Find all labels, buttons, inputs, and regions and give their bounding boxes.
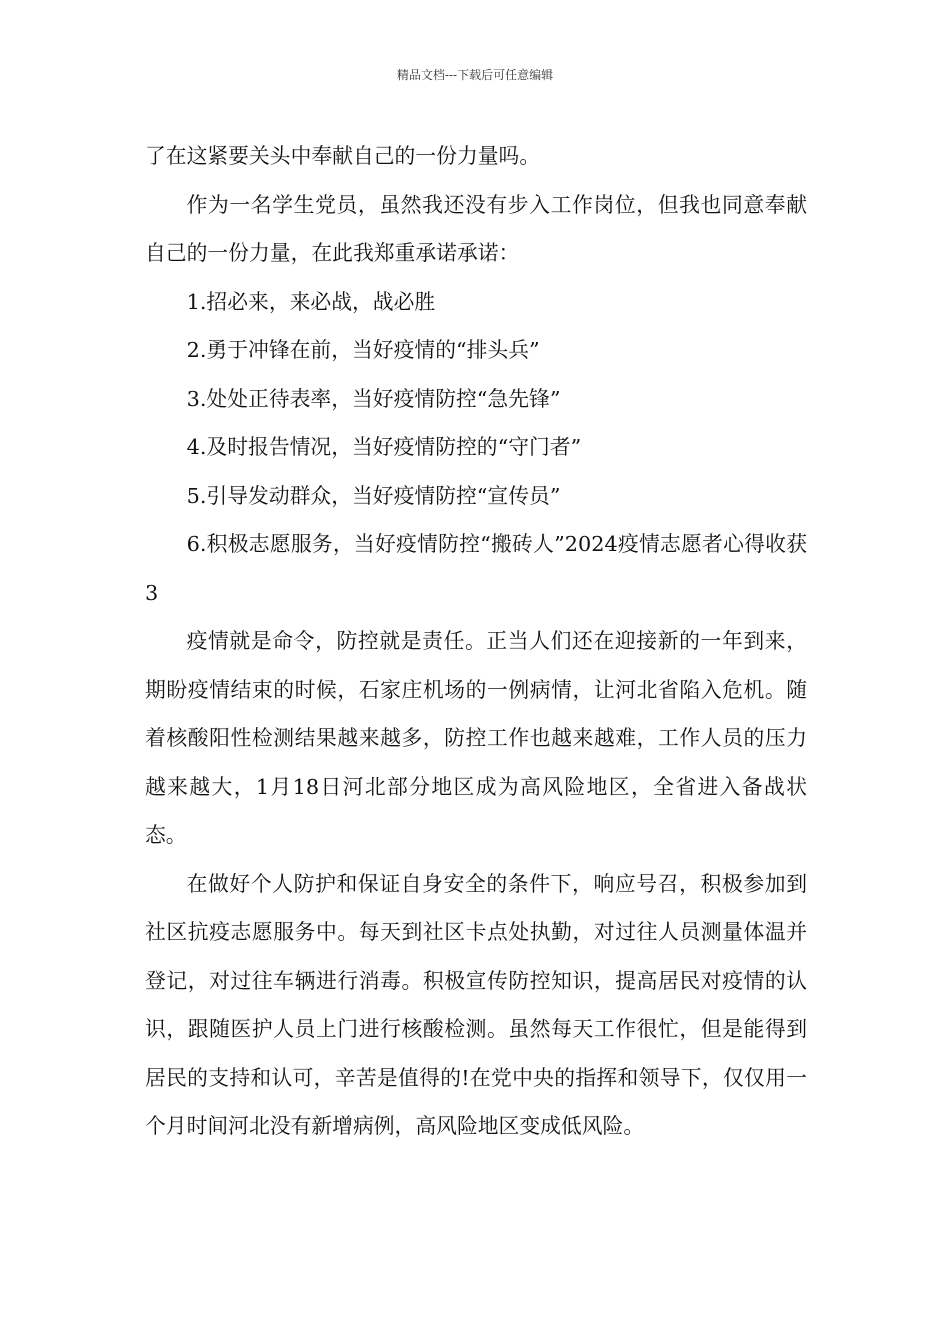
pledge-item-5: 5.引导发动群众，当好疫情防控“宣传员”	[186, 483, 561, 508]
pledge-item-1: 1.招必来，来必战，战必胜	[186, 289, 436, 314]
paragraph-epidemic-situation: 疫情就是命令，防控就是责任。正当人们还在迎接新的一年到来，期盼疫情结束的时候，石家庄机场的一例病情，让河北省陷入危机。随着核酸阳性检测结果越来越多，防控工作也越来越难，工作人员的压力越来越大，1月18日河北部分地区成为高风险地区，全省进入备战状态。	[145, 629, 807, 847]
pledge-item-6: 6.积极志愿服务，当好疫情防控“搬砖人”2024疫情志愿者心得收获3	[145, 532, 807, 605]
paragraph-volunteer-service: 在做好个人防护和保证自身安全的条件下，响应号召，积极参加到社区抗疫志愿服务中。每天到社区卡点处执勤，对过往人员测量体温并登记，对过往车辆进行消毒。积极宣传防控知识，提高居民对疫情的认识，跟随医护人员上门进行核酸检测。虽然每天工作很忙，但是能得到居民的支持和认可，辛苦是值得的!在党中央的指挥和领导下，仅仅用一个月时间河北没有新增病例，高风险地区变成低风险。	[145, 871, 807, 1138]
document-body	[145, 132, 807, 1151]
pledge-item-3: 3.处处正待表率，当好疫情防控“急先锋”	[186, 386, 561, 411]
page-header: 精品文档---下载后可任意编辑	[396, 68, 554, 82]
paragraph-pledge-intro: 作为一名学生党员，虽然我还没有步入工作岗位，但我也同意奉献自己的一份力量，在此我郑重承诺承诺：	[145, 192, 807, 265]
paragraph-continuation: 了在这紧要关头中奉献自己的一份力量吗。	[145, 144, 541, 168]
pledge-item-2: 2.勇于冲锋在前，当好疫情的“排头兵”	[186, 338, 540, 362]
pledge-item-4: 4.及时报告情况，当好疫情防控的“守门者”	[186, 435, 582, 459]
